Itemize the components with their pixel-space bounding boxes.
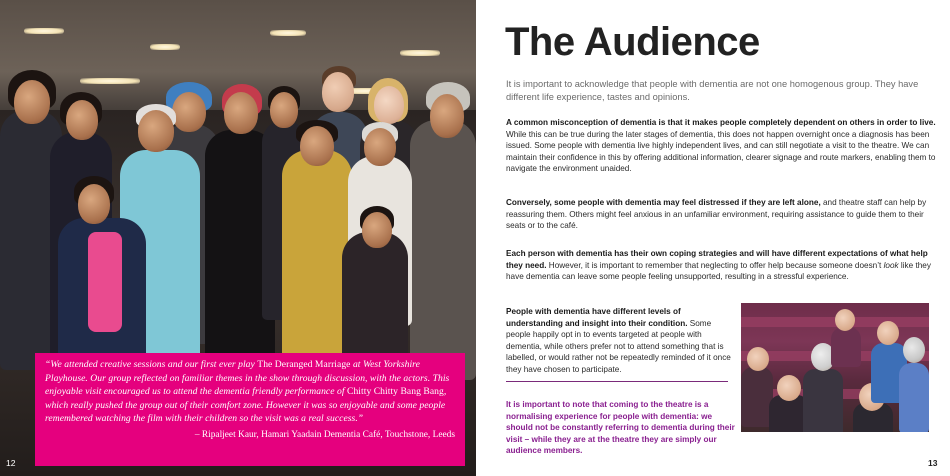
body-paragraph: People with dementia have different levels of understanding and insight into their condition. Some people happily opt in to events targeted at people with dementia, while others prefer not to attend something that is labelled, or would rather not be repeatedly reminded of it once they have chosen to participate. [506, 307, 731, 374]
section-divider [506, 381, 728, 382]
body-paragraph: Conversely, some people with dementia may feel distressed if they are left alone, and theatre staff can help by reassuring them. Others might feel anxious in an unfamiliar environment, requiring assistance to guide them to their seats or to the café. [506, 198, 927, 231]
ceiling-light [270, 30, 306, 36]
ceiling-light [80, 78, 140, 84]
body-paragraph: Each person with dementia has their own coping strategies and will have different expectations of what help they need. However, it is important to remember that neglecting to offer help because someone doesn’t look like they have dementia can leave some people feeling unsupported, resulting in a stressful experience. [506, 249, 931, 282]
page-number-left: 12 [6, 458, 16, 468]
page-number-right: 13 [928, 458, 938, 468]
ceiling-light [150, 44, 180, 50]
intro-paragraph: It is important to acknowledge that people with dementia are not one homogenous group. They have different life experience, tastes and opinions. [506, 79, 919, 103]
highlight-callout: It is important to note that coming to the theatre is a normalising experience for people with dementia: we should not be constantly referring to dementia during their visit – while they are at the theatre they are simply our audience members. [506, 400, 735, 456]
testimonial-credit: – Ripaljeet Kaur, Hamari Yaadain Dementia Café, Touchstone, Leeds [194, 429, 455, 440]
ceiling-light [400, 50, 440, 56]
right-page [476, 0, 950, 476]
body-paragraph: A common misconception of dementia is that it makes people completely dependent on others in order to live. While this can be true during the later stages of dementia, this does not happen overnight once a diagnosis has been issued. Some people with dementia live highly independent lives, and can still negotiate a visit to the theatre. We can maintain their confidence in this by offering additional information, clearer signage and route markers, enabling them to navigate the environment unaided. [506, 118, 936, 174]
page-title: The Audience [505, 20, 760, 64]
testimonial-quote: “We attended creative sessions and our first ever play The Deranged Marriage at West Yorkshire Playhouse. Our group reflected on familiar themes in the show through discussion, with the actors. This enjoyable visit encouraged us to attend the dementia friendly performance of Chitty Chitty Bang Bang, which really pushed the group out of their comfort zone. However it was so enjoyable and some people remembered watching the film with their children so the visit was a real success.” [45, 359, 450, 425]
testimonial-quote-box [35, 353, 465, 466]
ceiling-light [24, 28, 64, 34]
audience-photo [741, 303, 929, 432]
